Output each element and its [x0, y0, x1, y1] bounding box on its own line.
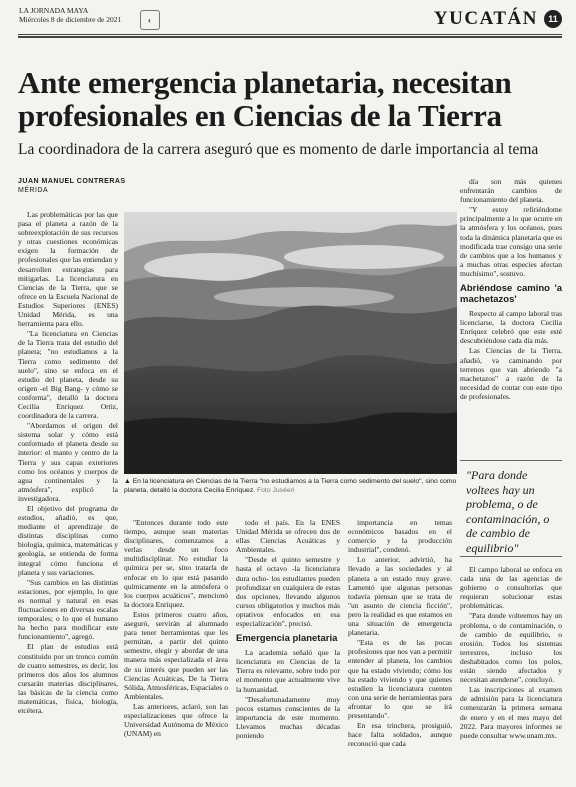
paragraph: El campo laboral se enfoca en cada una de las agencias de gobierno o consultorías que requieran solucionar estas problemáticas.: [460, 565, 562, 611]
paragraph: día son más quienes enfrentarán cambios de funcionamiento del planeta.: [460, 177, 562, 205]
section-title: YUCATÁN: [433, 8, 538, 29]
photo-credit: Foto Juséeri: [257, 486, 295, 494]
paragraph: Las anteriores, aclaró, son las especializaciones que ofrece la Universidad Autónoma de México (UNAM) en: [124, 701, 228, 739]
paragraph: "Para donde volteemos hay un problema, o de contaminación, o de cambio de equilibrio, o erosión. Todos los sistemas terrestres, incluso los deshabitados como los polos, están siendo afectados y necesitan atenderse", concluyó.: [460, 611, 562, 685]
paragraph: "Y estoy refiriéndome principalmente a lo que ocurre en la atmósfera y los océanos, pues toda la dinámica planetaria que es modificada trae consigo una serie de cambios que a los humanos y a muchas otras especies afectan muchísimo", sostuvo.: [460, 205, 562, 278]
page-number: 11: [544, 10, 562, 28]
subhead: Abriéndose camino 'a machetazos': [460, 283, 562, 306]
paragraph: "Abordamos el origen del sistema solar y cómo está conformado el planeta desde su interior: el manto y centro de la Tierra y sus capas exteriores como los océanos y cuerpos de agua continentales y la atmósfera", explicó la investigadora.: [18, 421, 118, 503]
paragraph: Respecto al campo laboral tras licenciarse, la doctora Cecilia Enríquez celebró que este esté descubriéndose cada día más.: [460, 309, 562, 346]
column-5-bottom: [460, 565, 562, 741]
pullquote-bottom-rule: [460, 556, 562, 557]
paragraph: "La licenciatura en Ciencias de la Tierra trata del estudio del planeta; "no estudiamos a la Tierra como sedimento del suelo", sino se enfoca en el estudio del planeta, desde su origen -el Big Bang- y cómo se conforma", detalló la doctora Cecilia Enríquez Ortiz, coordinadora de la carrera.: [18, 329, 118, 421]
paragraph: El plan de estudios está constituido por un tronco común de cuatro semestres, es decir, los primeros dos años los alumnos cursarán materias disciplinares, las básicas de la ciencia como matemáticas, física, biología, etcétera.: [18, 642, 118, 716]
paragraph: Las Ciencias de la Tierra, añadió, va caminando por terrenos que van abriendo "a machetazos" a razón de la necesidad de contar con este tipo de profesionales.: [460, 346, 562, 401]
column-5-top: [460, 177, 562, 402]
paragraph: "Sus cambios en las distintas estaciones, por ejemplo, lo que es normal y natural en esas fluctuaciones en diversas escalas temporales; o lo que el humano ha hecho para modificar este funcionamiento", agregó.: [18, 577, 118, 642]
author-name: JUAN MANUEL CONTRERAS: [18, 178, 126, 185]
masthead-divider: [18, 34, 562, 35]
paragraph: "Esta es de las pocas profesiones que nos van a permitir entender al planeta, los cambios que ha estado viviendo; cómo los ha estado viviendo y que quienes estudien la licenciatura cuenten con una serie de herramientas para afrontar lo que se irá presentando".: [348, 638, 452, 720]
caption-marker-icon: ▲: [124, 478, 131, 485]
paragraph: La academia señaló que la licenciatura en Ciencias de la Tierra es relevante, sobre todo por el momento que actualmente vive la humanidad.: [236, 648, 340, 694]
column-2: [124, 518, 228, 739]
column-3: [236, 518, 340, 741]
paragraph: todo el país. En la ENES Unidad Mérida se ofrecen dos de ellas Ciencias Acuáticas y Ambientales.: [236, 518, 340, 555]
caption-text: En la licenciatura en Ciencias de la Tierra "no estudiamos a la Tierra como sedimento del suelo", sino como planeta, detalló la doctora Cecilia Enríquez.: [124, 478, 457, 494]
deck: La coordinadora de la carrera aseguró que es momento de darle importancia al tema: [18, 141, 539, 158]
paragraph: Lo anterior, advirtió, ha llevado a las sociedades y al planeta a un estado muy grave. Lamentó que algunas personas todavía piensan que se trata de "un asunto de ciencia ficción", pero la realidad es que estamos en una situación de emergencia planetaria.: [348, 555, 452, 638]
byline: [18, 177, 126, 195]
column-4: [348, 518, 452, 749]
newspaper-logo-icon: ◐: [140, 10, 160, 30]
landscape-photo: [124, 212, 457, 474]
dateline-location: MÉRIDA: [18, 187, 49, 194]
paragraph: En esa trinchera, prosiguió, hace falta soldados, aunque reconoció que cada: [348, 721, 452, 749]
column-1: [18, 210, 118, 716]
paragraph: Las inscripciones al examen de admisión para la licenciatura comenzarán la primera semana de enero y en el mes mayo del 2022. Para mayores informes se puede consultar www.unam.mx.: [460, 685, 562, 740]
masthead-right: [434, 8, 562, 30]
photo-caption: [124, 478, 457, 495]
masthead-divider-thick: [18, 36, 562, 38]
issue-date: Miércoles 8 de diciembre de 2021: [19, 15, 122, 24]
paragraph: "Desde el quinto semestre y hasta el octavo -la licenciatura dura ocho- los estudiantes pueden profundizar en cualquiera de estas dos opciones, llevando algunos cursos obligatorios y muchos más optativos enfocados en esa especialización", precisó.: [236, 555, 340, 629]
paragraph: Las problemáticas por las que pasa el planeta a razón de la sobreexplotación de sus recursos y otras cuestiones económicas exigen la formación de profesionales que las entiendan y desarrollen estrategias para mitigarlas. La licenciatura en Ciencias de la Tierra, que se ofrece en la Escuela Nacional de Estudios Superiores (ENES) Unidad Mérida, es una herramienta para ello.: [18, 210, 118, 329]
paragraph: El objetivo del programa de estudios, añadió, es que, mediante el aprendizaje de distintas disciplinas como biología, química, matemáticas y geología, se entienda de forma integral cómo funciona el planeta y sus variaciones.: [18, 504, 118, 577]
pullquote-top-rule: [460, 460, 562, 461]
paper-name: LA JORNADA MAYA: [19, 6, 89, 15]
headline: Ante emergencia planetaria, necesitan profesionales en Ciencias de la Tierra: [18, 65, 512, 133]
subhead: Emergencia planetaria: [236, 633, 338, 645]
paragraph: importancia en temas económicos basados en el comercio y la producción industrial", condenó.: [348, 518, 452, 555]
paragraph: Estos primeros cuatro años, aseguró, servirán al alumnado para tener herramientas que les permitan, a partir del quinto semestre, elegir y abordar de una manera más especializada el área de su interés que pueden ser las Ciencias Acuáticas, De la Tierra Sólida, Atmosféricas, Espaciales o Ambientales.: [124, 609, 228, 701]
masthead-left: [19, 6, 121, 24]
pullquote: "Para donde voltees hay un problema, o de contaminación, o de cambio de equilibrio": [466, 468, 550, 555]
mountain-landscape-image: [124, 212, 457, 474]
paragraph: "Entonces durante todo este tiempo, aunque sean materias disciplinares, comenzamos a verlas desde un foco multidisciplinar. No estudiar la química per se, sino tratarla de enfocar en lo que está pasando químicamente en la atmósfera o los cuerpos acuáticos", mencionó la doctora Enríquez.: [124, 518, 228, 609]
paragraph: "Desafortunadamente muy pocos estamos conscientes de la importancia de este momento. Llevamos muchas décadas poniendo: [236, 694, 340, 740]
